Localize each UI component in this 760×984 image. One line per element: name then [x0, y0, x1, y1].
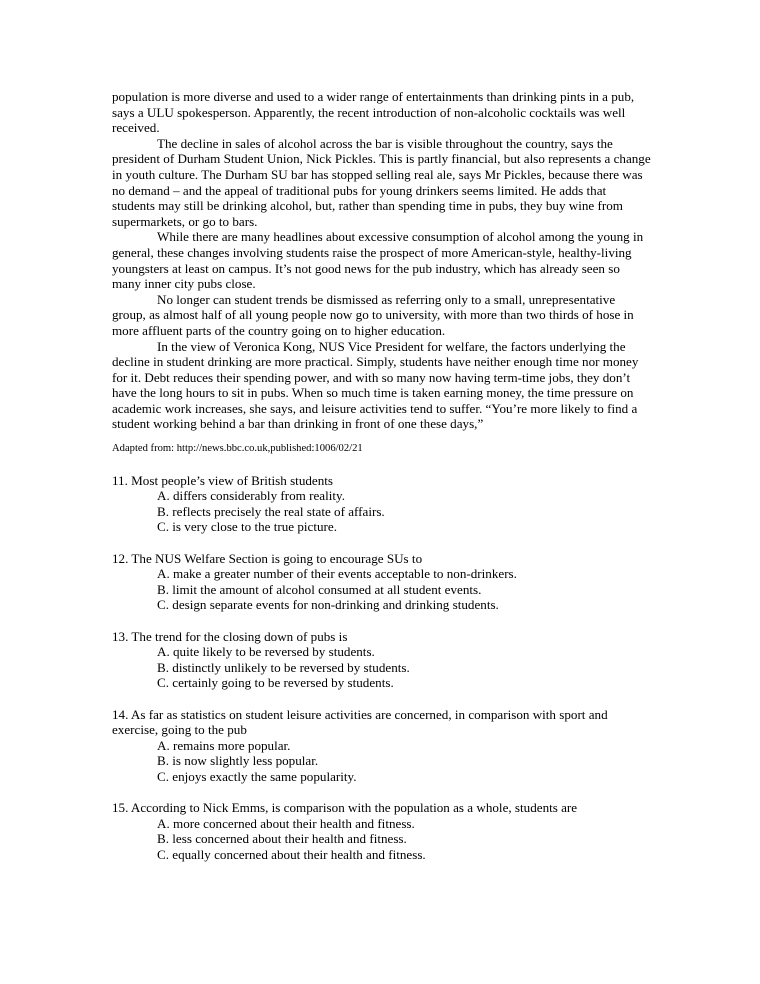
option-c: C. equally concerned about their health and fitness. [157, 846, 426, 862]
option-c: C. enjoys exactly the same popularity. [157, 768, 357, 784]
article-paragraph: The decline in sales of alcohol across the bar is visible throughout the country, says the president of Durham Student Union, Nick Pickles. This is partly financial, but also represents a change in youth culture. The Durham SU bar has stopped selling real ale, says Mr Pickles, because there was no demand – and the appeal of traditional pubs for young drinkers seems limited. He adds that students may still be drinking alcohol, but, rather than spending time in pubs, they buy wine from supermarkets, or go to bars. [112, 135, 651, 229]
option-c: C. is very close to the true picture. [157, 519, 337, 535]
option-b: B. limit the amount of alcohol consumed at all student events. [157, 581, 482, 597]
option-list [112, 644, 652, 691]
option-list [112, 816, 652, 863]
option-a: A. differs considerably from reality. [157, 488, 345, 504]
question-stem: 15. According to Nick Emms, is comparison with the population as a whole, students are [112, 800, 578, 816]
article-paragraph: In the view of Veronica Kong, NUS Vice President for welfare, the factors underlying the decline in student drinking are more practical. Simply, students have neither enough time nor money for it. Debt reduces their spending power, and with so many now having term-time jobs, they don’t have the long hours to sit in pubs. When so much time is taken earning money, the time pressure on academic work increases, she says, and leisure activities tend to suffer. “You’re more likely to find a student working behind a bar than drinking in front of one these days,” [112, 338, 639, 432]
document-page [112, 89, 652, 878]
option-b: B. is now slightly less popular. [157, 753, 319, 769]
question-11 [112, 473, 652, 535]
article-paragraph: No longer can student trends be dismissed as referring only to a small, unrepresentative group, as almost half of all young people now go to university, with more than two thirds of hose in more affluent parts of the country going on to higher education. [112, 291, 634, 338]
article-body [112, 89, 652, 457]
question-14 [112, 707, 652, 785]
option-b: B. less concerned about their health and fitness. [157, 831, 407, 847]
option-a: A. make a greater number of their events acceptable to non-drinkers. [157, 566, 517, 582]
option-b: B. reflects precisely the real state of affairs. [157, 503, 385, 519]
article-paragraph: While there are many headlines about excessive consumption of alcohol among the young in general, these changes involving students raise the prospect of more American-style, healthy-living youngsters at least on campus. It’s not good news for the pub industry, which has already seen so many inner city pubs close. [112, 229, 644, 292]
option-a: A. remains more popular. [157, 737, 291, 753]
question-15 [112, 800, 652, 862]
question-stem: 11. Most people’s view of British students [112, 472, 334, 488]
source-citation: Adapted from: http://news.bbc.co.uk,published:1006/02/21 [112, 443, 363, 455]
questions-section [112, 473, 652, 863]
option-c: C. certainly going to be reversed by students. [157, 675, 394, 691]
article-paragraph: population is more diverse and used to a wider range of entertainments than drinking pints in a pub, says a ULU spokesperson. Apparently, the recent introduction of non-alcoholic cocktails was well received. [112, 89, 635, 136]
question-stem: 13. The trend for the closing down of pubs is [112, 628, 348, 644]
option-a: A. more concerned about their health and fitness. [157, 815, 415, 831]
question-13 [112, 629, 652, 691]
question-stem: 12. The NUS Welfare Section is going to encourage SUs to [112, 550, 423, 566]
option-list [112, 488, 652, 535]
option-b: B. distinctly unlikely to be reversed by students. [157, 659, 410, 675]
question-12 [112, 551, 652, 613]
option-a: A. quite likely to be reversed by students. [157, 644, 375, 660]
option-list [112, 566, 652, 613]
option-c: C. design separate events for non-drinking and drinking students. [157, 597, 499, 613]
question-stem: 14. As far as statistics on student leisure activities are concerned, in comparison with sport and exercise, going to the pub [112, 706, 608, 738]
option-list [112, 738, 652, 785]
